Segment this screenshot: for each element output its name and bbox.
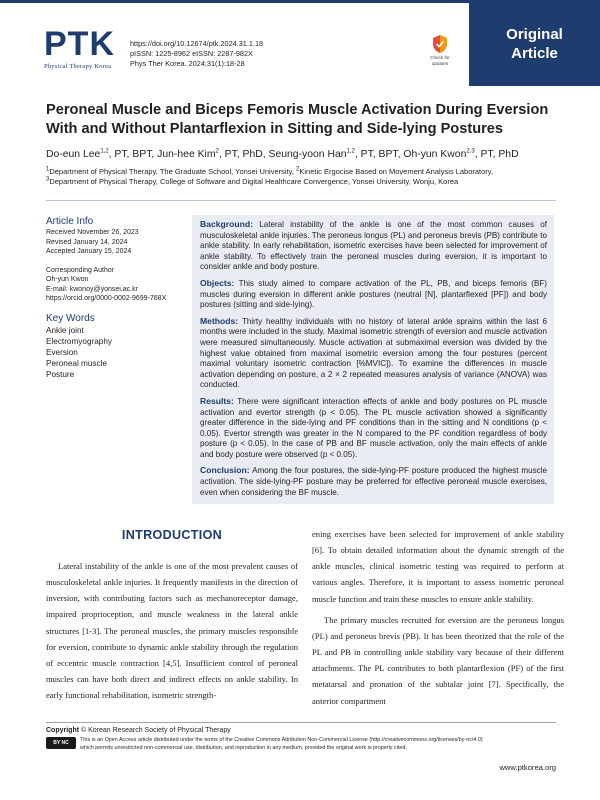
conclusion-text: Among the four postures, the side-lying-PF posture produced the highest muscle activation. The side-lying-PF posture may be preferred for effective peroneal muscle exercises, even when considering the BF muscle. <box>200 466 547 497</box>
footer-divider <box>46 722 556 723</box>
background-text: Lateral instability of the ankle is one of the most common causes of musculoskeletal ankle injuries. The peroneus longus (PL) and peroneus brevis (PB) contribute to ankle stability. In early rehabilitation, isometric exercises have been selected for improvement of ankle stability. To effectively train the peroneal muscles during eversion, it is important to consider ankle and body posture. <box>200 220 547 272</box>
body-column-left <box>46 558 298 703</box>
check-for-updates-badge[interactable] <box>424 34 456 72</box>
license-text <box>80 737 566 752</box>
keyword-item: Eversion <box>46 347 78 357</box>
keyword-item: Peroneal muscle <box>46 359 107 369</box>
background-label: Background: <box>200 219 253 229</box>
revised-date <box>46 238 181 248</box>
abstract-conclusion <box>200 465 547 498</box>
author-degree: , PT, BPT, <box>108 149 158 160</box>
keyword-item: Ankle joint <box>46 325 84 335</box>
affiliation-2: Kinetic Ergocise Based on Movement Analysis Laboratory, <box>299 167 494 176</box>
accepted-date <box>46 247 181 257</box>
objectives-label: Objects: <box>200 277 235 288</box>
corresponding-email[interactable]: E-mail: kwonoy@yonsei.ac.kr <box>46 285 138 293</box>
intro-paragraph-continued: ening exercises have been selected for improvement of ankle stability [6]. To obtain detailed information about the dynamic strength of the ankle muscles, clinical isometric testing was required to perform at various angles. Therefore, it is important to assess isometric peroneal muscle function and train these muscles to ensure ankle stability. <box>312 529 564 604</box>
keywords-heading: Key Words <box>46 312 95 324</box>
abstract-methods <box>200 316 547 391</box>
affiliations <box>46 167 576 187</box>
keyword-item: Electromyography <box>46 336 112 346</box>
author-affil-sup: 2,3 <box>466 148 475 155</box>
author-name: Jun-hee Kim <box>157 149 216 160</box>
copyright-label: Copyright <box>46 727 80 734</box>
author-degree: , PT, PhD <box>474 149 519 160</box>
copyright-notice <box>46 726 231 735</box>
author-degree: , PT, PhD, <box>218 149 269 160</box>
accepted-label: Accepted <box>46 248 76 255</box>
badge-line-2: updates <box>431 61 449 67</box>
badge-line-1: Check for <box>430 55 450 60</box>
corresponding-name: Oh-yun Kwon <box>46 276 89 283</box>
author-affil-sup: 1,2 <box>346 148 355 155</box>
author-list <box>46 148 576 161</box>
article-type-box <box>469 3 600 86</box>
intro-paragraph: Lateral instability of the ankle is one of the most prevalent causes of musculoskeletal ankle injuries. It frequently manifests in the direction of inversion, with contributing factors such as mechanoreceptor damage, impaired proprioception, and muscle weakness in the lateral ankle structures [1-3]. The peroneal muscles, the primary muscles responsible for eversion, contribute to dynamic ankle stability through the regulation of eccentric muscle contraction [4,5]. Insufficient control of peroneal muscles can have both direct and indirect effects on ankle stability. In early functional rehabilitation, isometric strength- <box>46 561 298 701</box>
article-type-line-1: Original <box>506 26 563 43</box>
header-divider <box>46 200 556 201</box>
author-name: Seung-yoon Han <box>268 149 347 160</box>
objectives-text: This study aimed to compare activation of the PL, PB, and biceps femoris (BF) muscles during eversion in different ankle postures (neutral [N], plantarflexed [PF]) and body postures (sitting and side-lying). <box>200 278 547 310</box>
doi-link[interactable]: https://doi.org/10.12674/ptk.2024.31.1.18 <box>130 39 264 48</box>
citation: Phys Ther Korea. 2024;31(1):18-28 <box>130 59 245 69</box>
methods-label: Methods: <box>200 315 239 326</box>
journal-header <box>0 3 600 83</box>
issn: pISSN: 1225-8962 eISSN: 2287-982X <box>130 49 253 59</box>
website-link[interactable]: www.ptkorea.org <box>499 763 556 772</box>
methods-text: Thirty healthy individuals with no history of lateral ankle sprains within the last 6 months were included in the study. Maximal isometric strength of eversion and muscle activation were measured simultaneously. Muscle activation at submaximal eversion was divided by the highest value obtained from maximal isometric eversion among the four postures (percent maximal voluntary isometric contraction [%MVIC]). To examine the differences in muscle activation depending on posture, a 2 × 2 repeated measures analysis of variance (ANOVA) was conducted. <box>200 316 547 390</box>
affiliation-1: Department of Physical Therapy, The Graduate School, Yonsei University, <box>49 167 297 176</box>
author-affil-sup: 2 <box>215 148 219 155</box>
revised-value: January 14, 2024 <box>73 238 128 246</box>
affiliation-3: Department of Physical Therapy, College of Software and Digital Healthcare Convergence, Yonsei University, Wonju, Korea <box>49 177 459 187</box>
accepted-value: January 15, 2024 <box>77 248 132 255</box>
results-label: Results: <box>200 395 234 406</box>
abstract-objectives <box>200 278 547 311</box>
orcid-link[interactable]: https://orcid.org/0000-0002-9699-768X <box>46 295 167 302</box>
article-title: Peroneal Muscle and Biceps Femoris Muscle Activation During Eversion With and Without Plantarflexion in Sitting and Side-lying Postures <box>46 102 549 137</box>
results-text: There were significant interaction effects of ankle and body postures on PL muscle activation and evertor strength (p < 0.05). The PL muscle activation showed a significantly greater difference in the side-lying and PF conditions than in the sitting and N conditions (p < 0.05). Evertor strength was greater in the N compared to the PF condition regardless of body posture (p < 0.05). In the case of PB and BF muscle activation, only the main effects of ankle and body posture were observed (p < 0.05). <box>200 396 547 459</box>
received-date <box>46 228 181 238</box>
received-label: Received <box>46 229 76 236</box>
check-updates-icon <box>431 34 449 54</box>
corresponding-label: Corresponding Author <box>46 266 115 274</box>
license-line-1: This is an Open Access article distributed under the terms of the Creative Commons Attribution Non-Commercial License (http://creativecommons.org/licenses/by-nc/4.0) <box>80 737 483 743</box>
logo-mark: PTK <box>44 25 115 63</box>
license-line-2: which permits unrestricted non-commercial use, distribution, and reproduction in any medium, provided the original work is properly cited. <box>80 744 407 751</box>
author-name: Oh-yun Kwon <box>403 149 467 160</box>
intro-paragraph: The primary muscles recruited for eversion are the peroneus longus (PL) and peroneus brevis (PB). It has been theorized that the role of the PL and PB in controlling ankle stability vary because of their different attachments. The PL contributes to both plantarflexion (PF) of the first metatarsal and pronation of the subtalar joint [7]. Specifically, the anterior compartment <box>312 614 564 706</box>
author-affil-sup: 1,2 <box>100 148 109 155</box>
author-name: Do-eun Lee <box>46 149 101 160</box>
abstract-background <box>200 219 547 273</box>
conclusion-label: Conclusion: <box>200 465 250 476</box>
body-column-right <box>312 526 564 709</box>
copyright-text: © Korean Research Society of Physical Therapy <box>79 727 231 734</box>
affiliation-line-1: $^1$Department of Physical Therapy, The Graduate School, Yonsei University, $^2$Kinetic Ergocise Based on Movement Analysis Laboratory, <box>46 166 494 176</box>
article-type-line-2: Article <box>511 45 558 62</box>
journal-logo <box>44 27 124 70</box>
abstract-results <box>200 396 547 461</box>
affiliation-line-2: $^3$Department of Physical Therapy, College of Software and Digital Healthcare Convergence, Yonsei University, Wonju, Korea <box>46 176 459 187</box>
keyword-item: Posture <box>46 370 75 380</box>
article-info-heading: Article Info <box>46 216 94 227</box>
article-info-sidebar <box>46 216 181 381</box>
author-degree: , PT, BPT, <box>354 149 404 160</box>
journal-meta <box>130 39 263 70</box>
logo-subtitle: Physical Therapy Korea <box>44 63 112 70</box>
received-value: November 26, 2023 <box>77 229 139 236</box>
revised-label: Revised <box>46 238 72 246</box>
cc-license-icon[interactable]: BY NC <box>46 737 76 749</box>
introduction-heading: INTRODUCTION <box>121 528 223 542</box>
abstract-box <box>192 215 554 504</box>
